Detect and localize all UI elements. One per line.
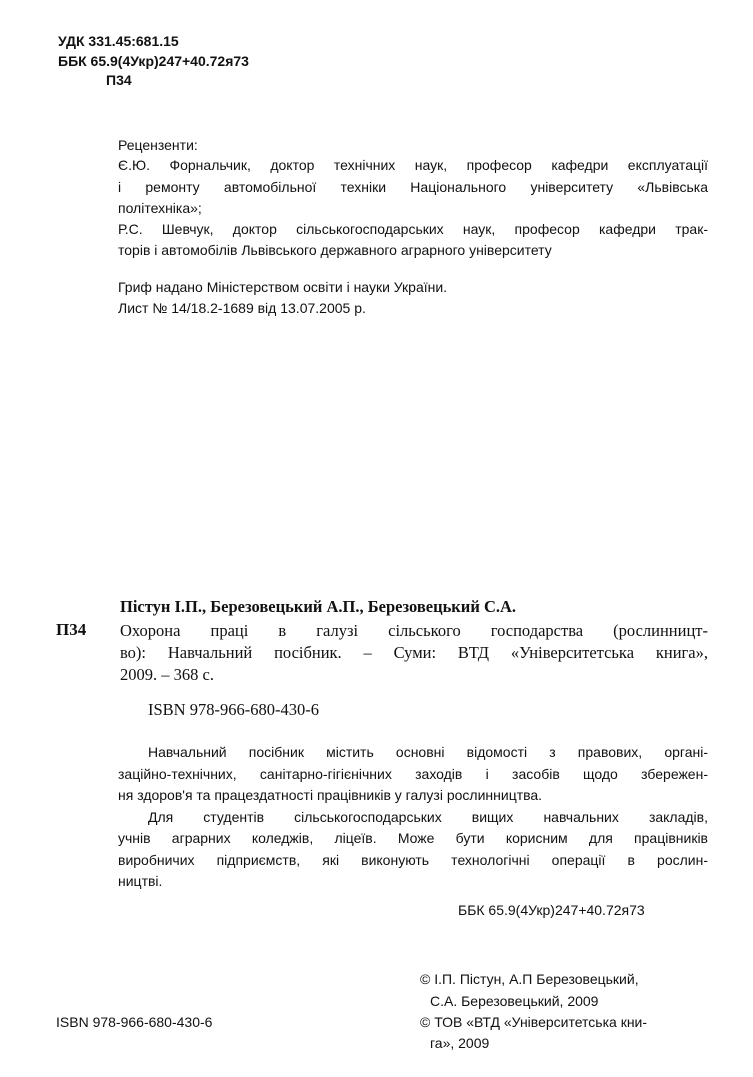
udk-code: УДК 331.45:681.15 xyxy=(58,33,179,49)
abstract xyxy=(118,742,708,893)
copyright-line-4: га», 2009 xyxy=(430,1035,490,1051)
bib-code: П34 xyxy=(56,620,87,639)
abstract-line: ництві. xyxy=(118,873,163,889)
abstract-line: заційно-технічних, санітарно-гігієнічних заходів і засобів щодо збережен- xyxy=(118,765,708,782)
bib-isbn: ISBN 978-966-680-430-6 xyxy=(148,700,319,719)
reviewer-line: і ремонту автомобільної техніки Національного університету «Львівська xyxy=(118,179,708,195)
approval-line-1: Гриф надано Міністерством освіти і науки України. xyxy=(118,279,448,295)
reviewer-line: Р.С. Шевчук, доктор сільськогосподарських наук, професор кафедри трак- xyxy=(118,221,708,237)
bbk-code: ББК 65.9(4Укр)247+40.72я73 xyxy=(58,53,249,69)
abstract-line: Навчальний посібник містить основні відомості з правових, органі- xyxy=(148,744,708,760)
reviewers-heading: Рецензенти: xyxy=(118,137,198,153)
copyright-line-1: © І.П. Пістун, А.П Березовецький, xyxy=(420,971,639,987)
bbk-bottom: ББК 65.9(4Укр)247+40.72я73 xyxy=(458,902,645,918)
author-sign-code: П34 xyxy=(106,72,132,88)
abstract-line: виробничих підприємств, які виконують технологічні операції в рослин- xyxy=(118,851,708,868)
reviewer-line: Є.Ю. Форнальчик, доктор технічних наук, професор кафедри експлуатації xyxy=(118,157,708,173)
approval-line-2: Лист № 14/18.2-1689 від 13.07.2005 р. xyxy=(118,300,366,316)
copyright-line-3: © ТОВ «ВТД «Університетська кни- xyxy=(420,1014,648,1030)
copyright-line-2: С.А. Березовецький, 2009 xyxy=(430,993,599,1009)
reviewers-list xyxy=(118,155,708,261)
bib-authors: Пістун І.П., Березовецький А.П., Березовецький С.А. xyxy=(120,597,517,616)
abstract-line: Для студентів сільськогосподарських вищих навчальних закладів, xyxy=(148,808,708,825)
reviewer-line: політехніка»; xyxy=(118,200,202,216)
bib-title xyxy=(120,620,708,686)
bib-title-line: во): Навчальний посібник. – Суми: ВТД «Університетська книга», xyxy=(120,643,708,662)
bib-title-line: 2009. – 368 с. xyxy=(120,665,214,684)
abstract-line: ня здоров'я та працездатності працівників у галузі рослинництва. xyxy=(118,787,543,803)
abstract-line: учнів аграрних коледжів, ліцеїв. Може бути корисним для працівників xyxy=(118,830,708,846)
reviewer-line: торів і автомобілів Львівського державного аграрного університету xyxy=(118,242,552,258)
bib-title-line: Охорона праці в галузі сільського господарства (рослинницт- xyxy=(120,621,708,640)
isbn-bottom: ISBN 978-966-680-430-6 xyxy=(56,1014,213,1030)
